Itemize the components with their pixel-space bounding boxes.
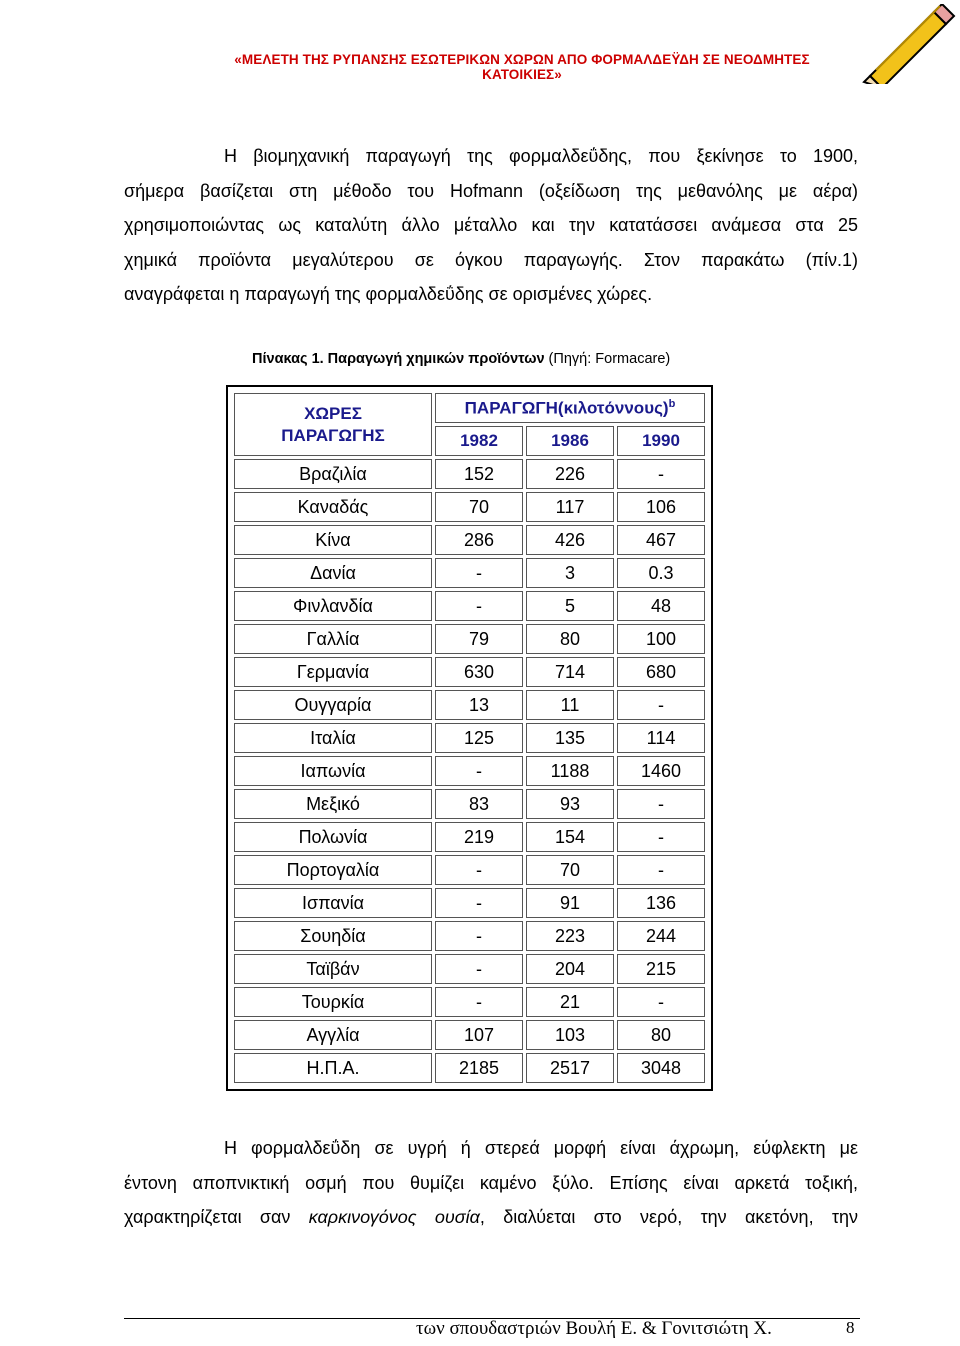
value-cell: - [435, 921, 523, 951]
country-cell: Δανία [234, 558, 432, 588]
table-row [234, 789, 705, 819]
running-header-title: «ΜΕΛΕΤΗ ΤΗΣ ΡΥΠΑΝΣΗΣ ΕΣΩΤΕΡΙΚΩΝ ΧΩΡΩΝ ΑΠΟ ΦΟΡΜΑΛΔΕΫΔΗ ΣΕ ΝΕΟΔΜΗΤΕΣ ΚΑΤΟΙΚΙΕΣ» [234, 52, 810, 82]
value-cell: - [435, 855, 523, 885]
table-body [234, 459, 705, 1083]
value-cell: 467 [617, 525, 705, 555]
year-header: 1982 [435, 426, 523, 456]
value-cell: 114 [617, 723, 705, 753]
country-cell: Καναδάς [234, 492, 432, 522]
value-cell: 3 [526, 558, 614, 588]
production-column-header [435, 393, 705, 423]
value-cell: 83 [435, 789, 523, 819]
country-cell: Η.Π.Α. [234, 1053, 432, 1083]
value-cell: 80 [617, 1020, 705, 1050]
value-cell: 136 [617, 888, 705, 918]
value-cell: 1460 [617, 756, 705, 786]
description-line-2: έντονη αποπνικτική οσμή που θυμίζει καμένο ξύλο. Επίσης είναι αρκετά τοξική, [124, 1172, 858, 1193]
description-line-3 [124, 1200, 858, 1235]
value-cell: 219 [435, 822, 523, 852]
value-cell: 244 [617, 921, 705, 951]
table-row [234, 690, 705, 720]
value-cell: - [617, 822, 705, 852]
value-cell: - [617, 789, 705, 819]
value-cell: 2185 [435, 1053, 523, 1083]
production-header-label: ΠΑΡΑΓΩΓΗ(κιλοτόννους) [464, 398, 669, 418]
production-table [226, 385, 713, 1091]
value-cell: - [617, 855, 705, 885]
intro-paragraph [124, 139, 858, 312]
table-row [234, 492, 705, 522]
country-cell: Αγγλία [234, 1020, 432, 1050]
country-cell: Πολωνία [234, 822, 432, 852]
country-cell: Πορτογαλία [234, 855, 432, 885]
value-cell: - [617, 987, 705, 1017]
footer-authors: των σπουδαστριών Βουλή Ε. & Γονιτσιώτη Χ. [416, 1318, 772, 1339]
value-cell: 93 [526, 789, 614, 819]
value-cell: 0.3 [617, 558, 705, 588]
value-cell: 215 [617, 954, 705, 984]
country-cell: Ιταλία [234, 723, 432, 753]
table-row [234, 525, 705, 555]
country-cell: Γαλλία [234, 624, 432, 654]
country-cell: Φινλανδία [234, 591, 432, 621]
table-row [234, 558, 705, 588]
country-cell: Τουρκία [234, 987, 432, 1017]
value-cell: - [435, 591, 523, 621]
value-cell: 286 [435, 525, 523, 555]
value-cell: 103 [526, 1020, 614, 1050]
country-header-line-2: ΠΑΡΑΓΩΓΗΣ [281, 425, 385, 445]
table-caption-label: Πίνακας 1. Παραγωγή χημικών προϊόντων [252, 351, 545, 367]
country-header-line-1: ΧΩΡΕΣ [304, 403, 362, 423]
description-line-3-end: , διαλύεται στο νερό, την ακετόνη, την [479, 1207, 859, 1227]
production-header-footnote: b [668, 397, 676, 410]
value-cell: 107 [435, 1020, 523, 1050]
table-row [234, 756, 705, 786]
country-cell: Ιαπωνία [234, 756, 432, 786]
intro-line-3: χρησιμοποιώντας ως καταλύτη άλλο μέταλλο και την κατατάσσει ανάμεσα στα 25 [124, 215, 858, 235]
value-cell: 79 [435, 624, 523, 654]
table-row [234, 624, 705, 654]
description-paragraph [124, 1131, 858, 1235]
value-cell: 714 [526, 657, 614, 687]
value-cell: 2517 [526, 1053, 614, 1083]
value-cell: 680 [617, 657, 705, 687]
value-cell: - [435, 756, 523, 786]
table-caption [252, 351, 670, 367]
table-row [234, 987, 705, 1017]
table-caption-source: (Πηγή: Formacare) [544, 351, 671, 367]
year-header: 1986 [526, 426, 614, 456]
country-cell: Ουγγαρία [234, 690, 432, 720]
value-cell: 223 [526, 921, 614, 951]
value-cell: - [435, 987, 523, 1017]
value-cell: - [617, 690, 705, 720]
description-line-1: Η φορμαλδεΰδη σε υγρή ή στερεά μορφή είναι άχρωμη, εύφλεκτη με [224, 1138, 858, 1158]
table-row [234, 822, 705, 852]
value-cell: 11 [526, 690, 614, 720]
table-row [234, 591, 705, 621]
table-row [234, 723, 705, 753]
value-cell: - [435, 888, 523, 918]
intro-line-2: σήμερα βασίζεται στη μέθοδο του Hofmann (οξείδωση της μεθανόλης με αέρα) [124, 180, 858, 201]
value-cell: 21 [526, 987, 614, 1017]
table-row [234, 954, 705, 984]
value-cell: - [435, 558, 523, 588]
country-cell: Ισπανία [234, 888, 432, 918]
table-row [234, 921, 705, 951]
value-cell: 106 [617, 492, 705, 522]
value-cell: - [435, 954, 523, 984]
value-cell: 80 [526, 624, 614, 654]
value-cell: 100 [617, 624, 705, 654]
value-cell: 630 [435, 657, 523, 687]
country-column-header [234, 393, 432, 456]
value-cell: 426 [526, 525, 614, 555]
intro-line-5: αναγράφεται η παραγωγή της φορμαλδεΰδης σε ορισμένες χώρες. [124, 284, 653, 304]
page-number: 8 [846, 1318, 855, 1337]
value-cell: 154 [526, 822, 614, 852]
table-row [234, 1053, 705, 1083]
country-cell: Μεξικό [234, 789, 432, 819]
value-cell: 125 [435, 723, 523, 753]
value-cell: 1188 [526, 756, 614, 786]
table-row [234, 855, 705, 885]
value-cell: 70 [435, 492, 523, 522]
value-cell: 48 [617, 591, 705, 621]
table-row [234, 1020, 705, 1050]
country-cell: Ταϊβάν [234, 954, 432, 984]
intro-line-4: χημικά προϊόντα μεγαλύτερου σε όγκου παραγωγής. Στον παρακάτω (πίν.1) [124, 249, 858, 270]
pencil-icon [862, 4, 958, 84]
value-cell: 70 [526, 855, 614, 885]
value-cell: 135 [526, 723, 614, 753]
country-cell: Γερμανία [234, 657, 432, 687]
table-row [234, 459, 705, 489]
value-cell: 204 [526, 954, 614, 984]
country-cell: Σουηδία [234, 921, 432, 951]
table-row [234, 657, 705, 687]
country-cell: Βραζιλία [234, 459, 432, 489]
value-cell: 152 [435, 459, 523, 489]
table-row [234, 888, 705, 918]
value-cell: 91 [526, 888, 614, 918]
value-cell: 5 [526, 591, 614, 621]
value-cell: - [617, 459, 705, 489]
value-cell: 117 [526, 492, 614, 522]
country-cell: Κίνα [234, 525, 432, 555]
year-header: 1990 [617, 426, 705, 456]
description-line-3-start: χαρακτηρίζεται σαν [124, 1207, 309, 1227]
value-cell: 13 [435, 690, 523, 720]
value-cell: 226 [526, 459, 614, 489]
description-emphasis: καρκινογόνος ουσία [308, 1207, 480, 1227]
value-cell: 3048 [617, 1053, 705, 1083]
intro-line-1: Η βιομηχανική παραγωγή της φορμαλδεΰδης, που ξεκίνησε το 1900, [224, 146, 858, 166]
